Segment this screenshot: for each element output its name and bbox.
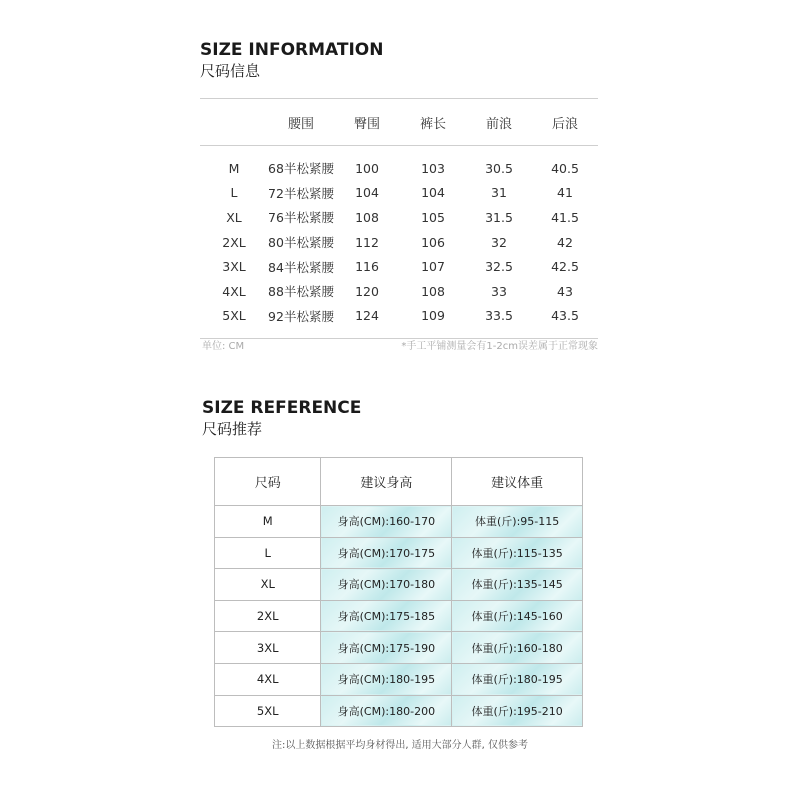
- weight-cell: 体重(斤):160-180: [452, 632, 583, 664]
- size-label: L: [215, 537, 321, 569]
- table-cell: 108: [421, 283, 445, 299]
- table-cell: 105: [421, 209, 445, 225]
- height-cell: 身高(CM):170-175: [321, 537, 452, 569]
- table-cell: 88半松紧腰: [268, 284, 334, 300]
- size-label: 4XL: [215, 663, 321, 695]
- height-cell: 身高(CM):175-190: [321, 632, 452, 664]
- height-cell: 身高(CM):160-170: [321, 506, 452, 538]
- table-cell: 72半松紧腰: [268, 185, 334, 201]
- weight-cell: 体重(斤):135-145: [452, 569, 583, 601]
- table-header-row: [200, 99, 598, 145]
- header-weight: 建议体重: [452, 458, 583, 506]
- size-label: 3XL: [222, 259, 246, 275]
- table-cell: 124: [355, 308, 379, 324]
- size-reference-subtitle: 尺码推荐: [202, 420, 263, 438]
- table-cell: 80半松紧腰: [268, 235, 334, 251]
- table-cell: 40.5: [551, 160, 579, 176]
- table-cell: 107: [421, 259, 445, 275]
- table-row: [215, 600, 583, 632]
- table-row: [200, 156, 598, 181]
- weight-cell: 体重(斤):180-195: [452, 663, 583, 695]
- column-header: 后浪: [551, 116, 578, 132]
- table-cell: 109: [421, 308, 445, 324]
- size-information-table: [200, 98, 598, 339]
- column-header: 裤长: [419, 116, 446, 132]
- header-size: 尺码: [215, 458, 321, 506]
- reference-footnote: 注:以上数据根据平均身材得出, 适用大部分人群, 仅供参考: [271, 740, 529, 751]
- table-row: [200, 230, 598, 255]
- table-cell: 106: [421, 234, 445, 250]
- table-row: [215, 569, 583, 601]
- size-label: 3XL: [215, 632, 321, 664]
- table-cell: 41: [557, 185, 573, 201]
- table-cell: 32.5: [485, 259, 513, 275]
- size-reference-table: [214, 457, 583, 727]
- table-row: [200, 254, 598, 279]
- table-cell: 120: [355, 283, 379, 299]
- table-cell: 31.5: [485, 209, 513, 225]
- table-row: [200, 304, 598, 329]
- table-cell: 32: [491, 234, 507, 250]
- table-cell: 41.5: [551, 209, 579, 225]
- table-cell: 84半松紧腰: [268, 259, 334, 275]
- table-cell: 43.5: [551, 308, 579, 324]
- table-row: [215, 663, 583, 695]
- table-cell: 104: [421, 185, 445, 201]
- height-cell: 身高(CM):170-180: [321, 569, 452, 601]
- table-cell: 100: [355, 160, 379, 176]
- weight-cell: 体重(斤):95-115: [452, 506, 583, 538]
- height-cell: 身高(CM):180-200: [321, 695, 452, 727]
- table-header-row: [215, 458, 583, 506]
- size-label: M: [215, 506, 321, 538]
- size-label: XL: [215, 569, 321, 601]
- size-label: 2XL: [215, 600, 321, 632]
- table-row: [215, 632, 583, 664]
- column-header: 腰围: [287, 116, 314, 132]
- size-information-subtitle: 尺码信息: [200, 62, 261, 80]
- table-cell: 116: [355, 259, 379, 275]
- table-cell: 112: [355, 234, 379, 250]
- table-row: [200, 279, 598, 304]
- table-cell: 33: [491, 283, 507, 299]
- unit-note: 单位: CM: [202, 341, 245, 352]
- size-information-title: SIZE INFORMATION: [200, 40, 384, 60]
- table-cell: 92半松紧腰: [268, 308, 334, 324]
- weight-cell: 体重(斤):145-160: [452, 600, 583, 632]
- size-label: 5XL: [222, 308, 246, 324]
- size-label: 5XL: [215, 695, 321, 727]
- height-cell: 身高(CM):175-185: [321, 600, 452, 632]
- size-label: L: [230, 185, 238, 201]
- column-header: 臀围: [353, 116, 380, 132]
- size-reference-title: SIZE REFERENCE: [202, 398, 362, 418]
- weight-cell: 体重(斤):115-135: [452, 537, 583, 569]
- table-cell: 103: [421, 160, 445, 176]
- header-height: 建议身高: [321, 458, 452, 506]
- table-cell: 30.5: [485, 160, 513, 176]
- table-row: [215, 537, 583, 569]
- table-cell: 33.5: [485, 308, 513, 324]
- weight-cell: 体重(斤):195-210: [452, 695, 583, 727]
- measurement-error-note: *手工平铺测量会有1-2cm误差属于正常现象: [401, 341, 598, 352]
- size-label: 2XL: [222, 234, 246, 250]
- size-label: 4XL: [222, 283, 246, 299]
- table-cell: 42: [557, 234, 573, 250]
- size-label: XL: [226, 209, 242, 225]
- table-row: [215, 695, 583, 727]
- table-row: [200, 181, 598, 206]
- table-cell: 76半松紧腰: [268, 210, 334, 226]
- table-cell: 108: [355, 209, 379, 225]
- table-cell: 42.5: [551, 259, 579, 275]
- height-cell: 身高(CM):180-195: [321, 663, 452, 695]
- table-body: [200, 146, 598, 338]
- table-row: [215, 506, 583, 538]
- table-cell: 31: [491, 185, 507, 201]
- table-row: [200, 205, 598, 230]
- column-header: 前浪: [485, 116, 512, 132]
- table-cell: 43: [557, 283, 573, 299]
- table-cell: 104: [355, 185, 379, 201]
- table-cell: 68半松紧腰: [268, 161, 334, 177]
- size-label: M: [228, 160, 240, 176]
